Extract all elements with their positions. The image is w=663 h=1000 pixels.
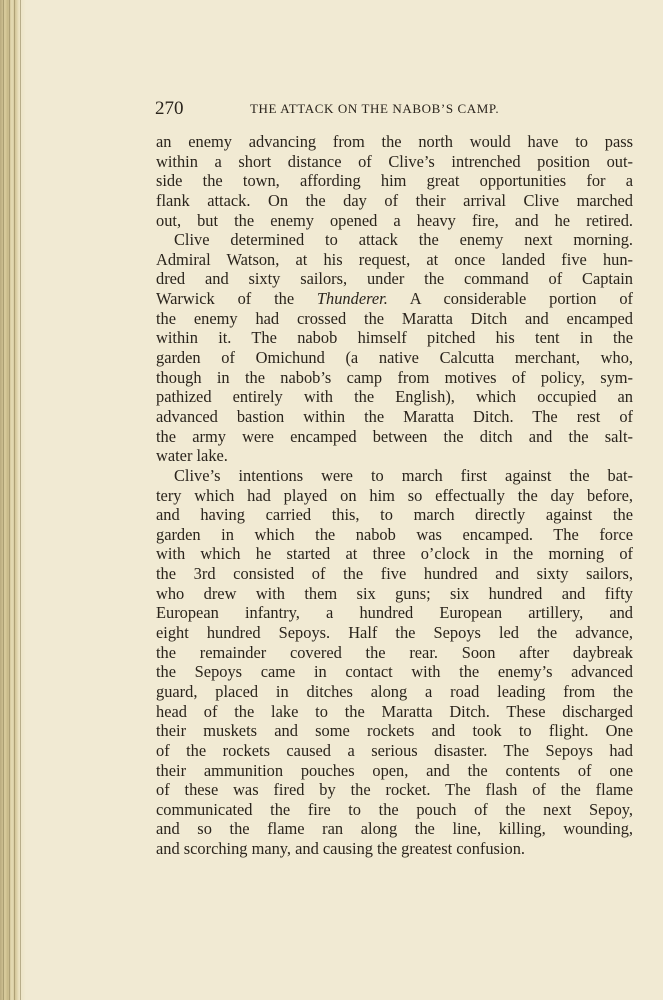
text-segment: Warwick of the [156,289,317,309]
text-line: communicated the fire to the pouch of the next Sepoy, [156,799,633,819]
text-line: within it. The nabob himself pitched his tent in the [156,328,633,348]
text-line: garden of Omichund (a native Calcutta merchant, who, [156,348,633,368]
text-line: Clive determined to attack the enemy next morning. [174,230,633,250]
text-line: out, but the enemy opened a heavy fire, and he retired. [156,210,633,230]
text-line [156,289,633,309]
text-line: the enemy had crossed the Maratta Ditch and encamped [156,308,633,328]
text-line: though in the nabob’s camp from motives of policy, sym- [156,367,633,387]
text-line: pathized entirely with the English), which occupied an [156,387,633,407]
text-line: within a short distance of Clive’s intrenched position out- [156,151,633,171]
text-line: an enemy advancing from the north would have to pass [156,132,633,151]
gutter-rule [3,0,4,1000]
body-text [156,132,633,859]
text-line: side the town, affording him great opportunities for a [156,171,633,191]
text-line: the 3rd consisted of the five hundred and sixty sailors, [156,564,633,584]
text-line: European infantry, a hundred European artillery, and [156,603,633,623]
gutter-rule [20,0,21,1000]
book-gutter [0,0,26,1000]
text-line: the Sepoys came in contact with the enemy’s advanced [156,662,633,682]
text-line: of these was fired by the rocket. The flash of the flame [156,780,633,800]
text-line: of the rockets caused a serious disaster. The Sepoys had [156,740,633,760]
text-line: and so the flame ran along the line, killing, wounding, [156,819,633,839]
text-line: water lake. [156,446,228,466]
text-line: tery which had played on him so effectually the day before, [156,485,633,505]
text-line: their ammunition pouches open, and the contents of one [156,760,633,780]
text-line: flank attack. On the day of their arrival Clive marched [156,190,633,210]
text-line: Clive’s intentions were to march first against the bat- [174,465,633,485]
gutter-rule [14,0,15,1000]
gutter-rule [9,0,10,1000]
text-line: guard, placed in ditches along a road leading from the [156,681,633,701]
text-line: eight hundred Sepoys. Half the Sepoys led the advance, [156,623,633,643]
text-line: dred and sixty sailors, under the command of Captain [156,269,633,289]
text-line: garden in which the nabob was encamped. The force [156,524,633,544]
text-line: advanced bastion within the Maratta Ditch. The rest of [156,406,633,426]
italic-ship-name: Thunderer. [316,289,388,309]
text-segment: A considerable portion of [387,289,633,309]
text-line: the army were encamped between the ditch and the salt- [156,426,633,446]
page-header [155,98,633,122]
text-line: head of the lake to the Maratta Ditch. These discharged [156,701,633,721]
running-head: THE ATTACK ON THE NABOB’S CAMP. [250,101,500,116]
text-line: and scorching many, and causing the greatest confusion. [156,839,525,859]
text-line: the remainder covered the rear. Soon after daybreak [156,642,633,662]
text-line: their muskets and some rockets and took to flight. One [156,721,633,741]
page-number: 270 [155,98,184,119]
text-line: with which he started at three o’clock in the morning of [156,544,633,564]
text-line: Admiral Watson, at his request, at once landed five hun- [156,249,633,269]
text-line: who drew with them six guns; six hundred and fifty [156,583,633,603]
text-line: and having carried this, to march directly against the [156,505,633,525]
